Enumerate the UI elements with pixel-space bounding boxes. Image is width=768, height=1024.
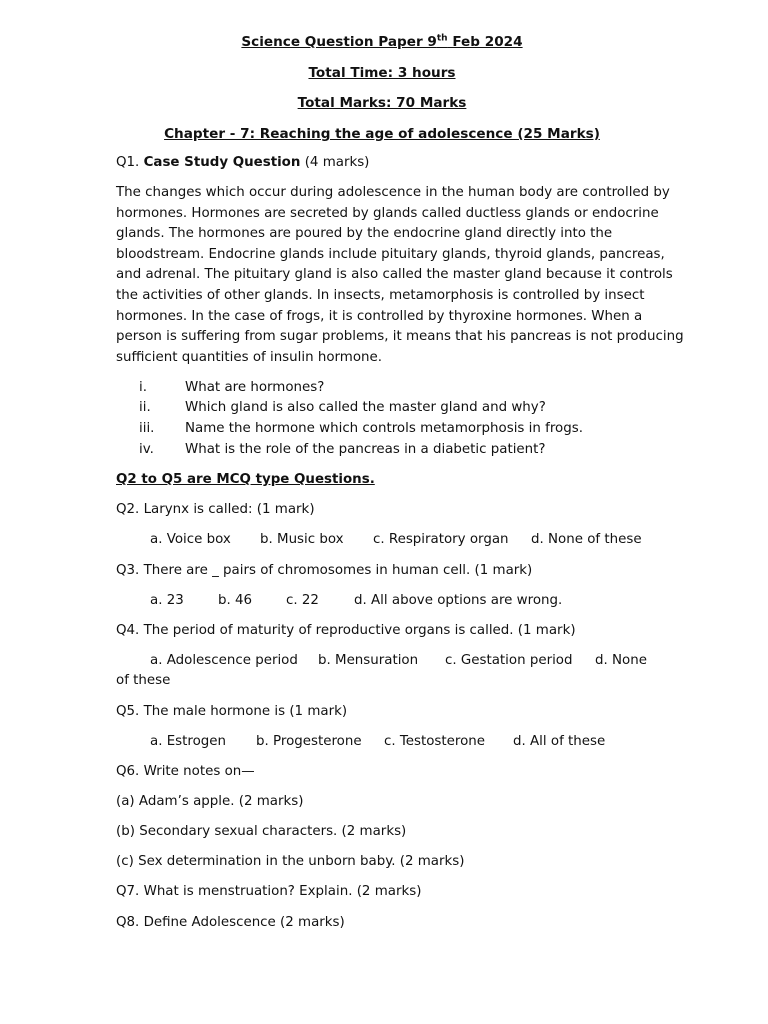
option: a. Estrogen [150, 734, 227, 749]
passage-line: bloodstream. Endocrine glands include pituitary glands, thyroid glands, pancreas, [116, 246, 665, 262]
q6-part-b: (b) Secondary sexual characters. (2 marks) [116, 824, 407, 839]
option: c. Testosterone [384, 734, 486, 749]
q5-text: Q5. The male hormone is (1 mark) [116, 704, 348, 719]
q1-label: Case Study Question [143, 155, 301, 170]
q4-text: Q4. The period of maturity of reproductive organs is called. (1 mark) [116, 623, 576, 638]
option: d. All above options are wrong. [354, 593, 563, 608]
paper-title: Science Question Paper 9th Feb 2024 [241, 33, 523, 50]
q6-part-a: (a) Adam’s apple. (2 marks) [116, 794, 304, 809]
passage-line: The changes which occur during adolescence in the human body are controlled by [116, 185, 670, 200]
option: a. Adolescence period [150, 653, 298, 668]
passage-line: and adrenal. The pituitary gland is also called the master gland because it controls [116, 267, 673, 283]
case-study-passage [116, 183, 684, 368]
q1-number: Q1. [116, 155, 140, 170]
mcq-heading [116, 470, 375, 491]
passage-line: the activities of other glands. In insects, metamorphosis is controlled by insect [116, 287, 645, 303]
q3-text: Q3. There are _ pairs of chromosomes in human cell. (1 mark) [116, 563, 533, 578]
mcq-heading-text: Q2 to Q5 are MCQ type Questions. [116, 472, 375, 487]
option: d. None of these [531, 532, 642, 547]
q6-part-c: (c) Sex determination in the unborn baby. (2 marks) [116, 854, 465, 869]
subquestion-number: ii. [139, 400, 151, 415]
q5-options [150, 732, 605, 753]
option: d. None [595, 653, 647, 668]
option: c. Gestation period [445, 653, 573, 668]
total-time: Total Time: 3 hours [308, 65, 456, 81]
option: c. 22 [286, 593, 319, 608]
option: b. Progesterone [256, 734, 362, 749]
q1-marks: (4 marks) [304, 155, 370, 170]
q1-heading [116, 153, 369, 174]
passage-line: hormones. In the case of frogs, it is controlled by thyroxine hormones. When a [116, 308, 643, 324]
q7-text: Q7. What is menstruation? Explain. (2 marks) [116, 884, 422, 899]
q3-options [150, 591, 562, 612]
q4-options-wrap: of these [116, 673, 171, 688]
subquestion-number: iii. [139, 421, 155, 436]
subquestion-text: What is the role of the pancreas in a diabetic patient? [185, 442, 546, 457]
option: a. 23 [150, 593, 184, 608]
chapter-heading: Chapter - 7: Reaching the age of adolescence (25 Marks) [164, 126, 600, 142]
q2-options [150, 530, 642, 551]
q8-text: Q8. Define Adolescence (2 marks) [116, 915, 345, 930]
option: b. Music box [260, 532, 344, 547]
option: c. Respiratory organ [373, 532, 509, 547]
option: b. Mensuration [318, 653, 419, 668]
option: d. All of these [513, 734, 606, 749]
passage-line: person is suffering from sugar problems, it means that his pancreas is not producing [116, 329, 684, 345]
subquestion-text: Name the hormone which controls metamorphosis in frogs. [185, 421, 583, 436]
option: b. 46 [218, 593, 253, 608]
q6-text: Q6. Write notes on— [116, 764, 255, 779]
subquestion-text: What are hormones? [185, 380, 325, 395]
subquestion-number: i. [139, 380, 147, 395]
passage-line: hormones. Hormones are secreted by glands called ductless glands or endocrine [116, 205, 659, 221]
passage-line: glands. The hormones are poured by the endocrine gland directly into the [116, 226, 613, 242]
option: a. Voice box [150, 532, 231, 547]
passage-line: sufficient quantities of insulin hormone. [116, 349, 383, 365]
q2-text: Q2. Larynx is called: (1 mark) [116, 502, 315, 517]
subquestion-text: Which gland is also called the master gland and why? [185, 400, 546, 415]
q4-options [150, 651, 647, 672]
total-marks: Total Marks: 70 Marks [297, 95, 467, 111]
subquestion-number: iv. [139, 442, 154, 457]
